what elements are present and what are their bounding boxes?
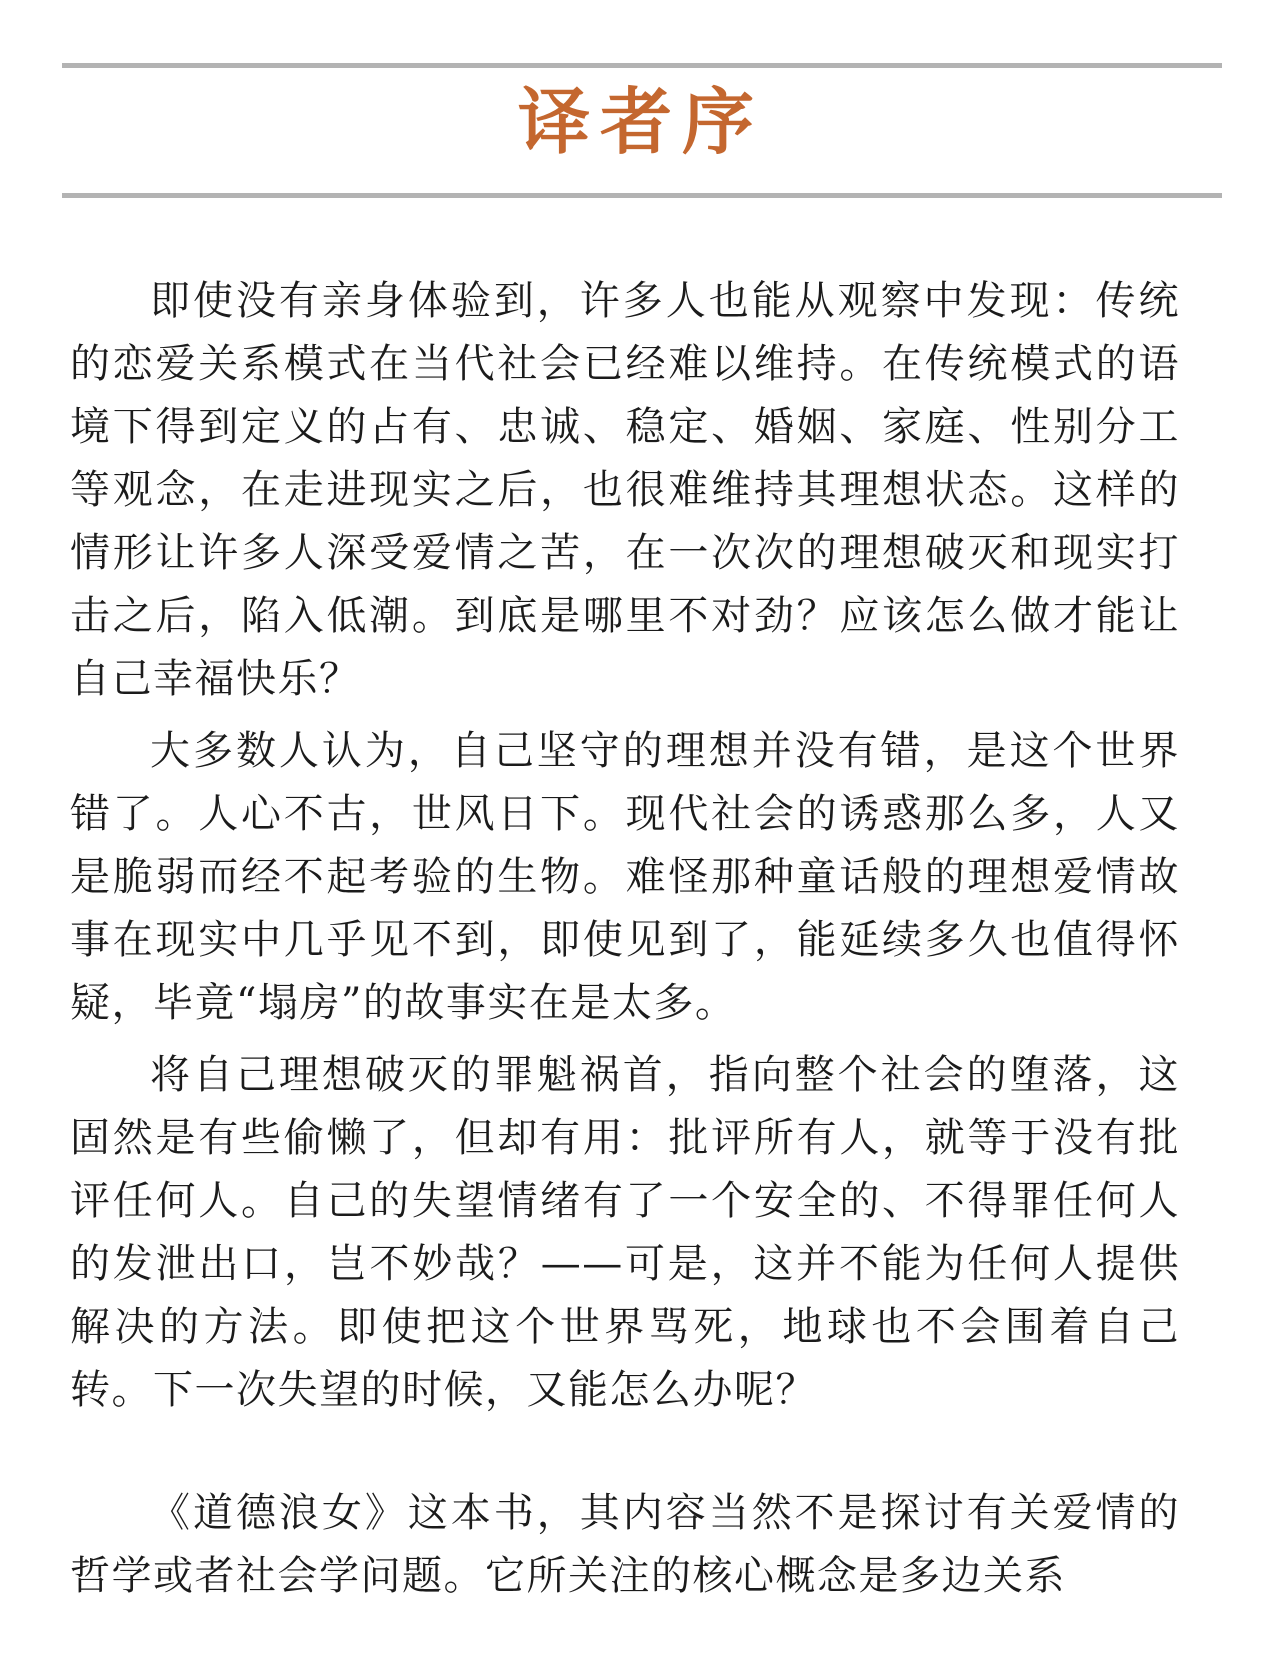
page-title: 译者序 <box>517 79 764 164</box>
body-text <box>70 270 1180 1617</box>
bottom-divider <box>62 193 1222 198</box>
top-divider <box>62 63 1222 68</box>
paragraph-1: 即使没有亲身体验到，许多人也能从观察中发现：传统的恋爱关系模式在当代社会已经难以维持。在传统模式的语境下得到定义的占有、忠诚、稳定、婚姻、家庭、性别分工等观念，在走进现实之后，也很难维持其理想状态。这样的情形让许多人深受爱情之苦，在一次次的理想破灭和现实打击之后，陷入低潮。到底是哪里不对劲？应该怎么做才能让自己幸福快乐？ <box>70 278 1180 702</box>
paragraph-2: 大多数人认为，自己坚守的理想并没有错，是这个世界错了。人心不古，世风日下。现代社会的诱惑那么多，人又是脆弱而经不起考验的生物。难怪那种童话般的理想爱情故事在现实中几乎见不到，即使见到了，能延续多久也值得怀疑，毕竟“塌房”的故事实在是太多。 <box>70 728 1180 1026</box>
paragraph-3: 将自己理想破灭的罪魁祸首，指向整个社会的堕落，这固然是有些偷懒了，但却有用：批评所有人，就等于没有批评任何人。自己的失望情绪有了一个安全的、不得罪任何人的发泄出口，岂不妙哉？——可是，这并不能为任何人提供解决的方法。即使把这个世界骂死，地球也不会围着自己转。下一次失望的时候，又能怎么办呢？ <box>70 1052 1180 1413</box>
paragraph-4: 《道德浪女》这本书，其内容当然不是探讨有关爱情的哲学或者社会学问题。它所关注的核心概念是多边关系 <box>70 1490 1180 1599</box>
